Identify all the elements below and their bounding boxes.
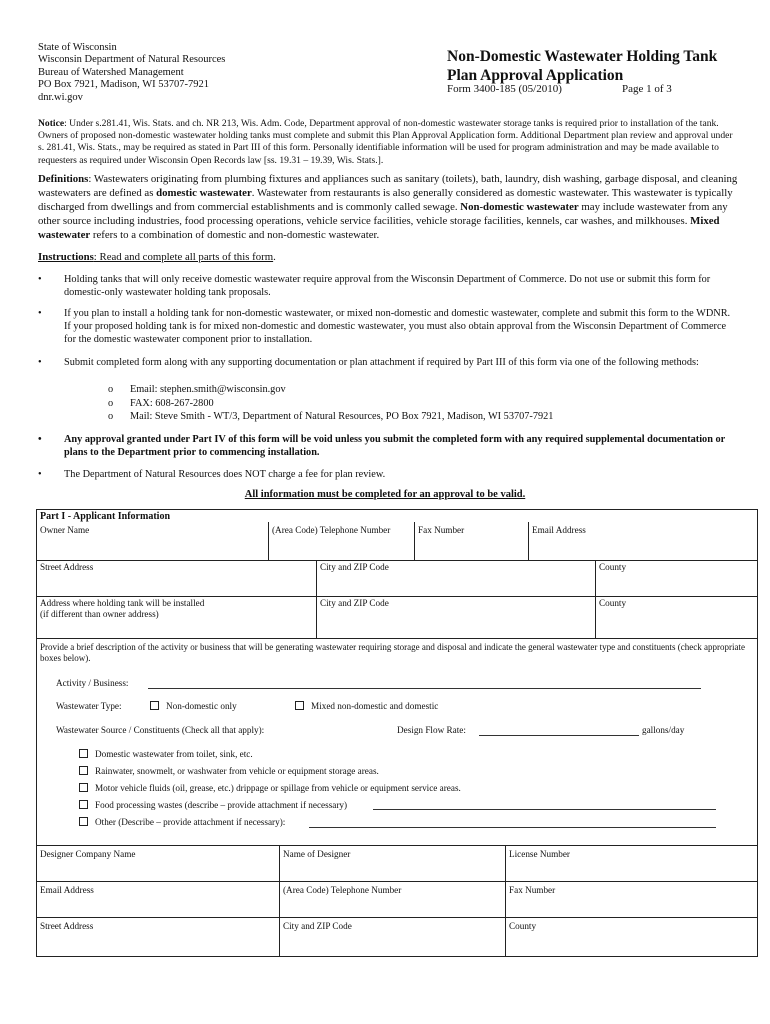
form-number: Form 3400-185 (05/2010) xyxy=(447,83,562,95)
method-mail xyxy=(108,411,553,422)
designer-fax-field[interactable]: Fax Number xyxy=(509,885,556,895)
term-non-domestic: Non-domestic wastewater xyxy=(460,201,579,214)
term-domestic: domestic wastewater xyxy=(156,187,252,200)
designer-license-field[interactable]: License Number xyxy=(509,849,570,859)
designer-company-field[interactable]: Designer Company Name xyxy=(40,849,136,859)
source-rainwater-label: Rainwater, snowmelt, or washwater from vehicle or equipment storage areas. xyxy=(95,766,379,776)
agency-line: PO Box 7921, Madison, WI 53707-7921 xyxy=(38,79,210,91)
instructions-period: . xyxy=(273,251,276,263)
activity-input[interactable] xyxy=(148,688,701,689)
divider xyxy=(505,845,506,957)
source-domestic-label: Domestic wastewater from toilet, sink, etc. xyxy=(95,749,253,759)
designer-phone-field[interactable]: (Area Code) Telephone Number xyxy=(283,885,402,895)
divider xyxy=(36,560,758,561)
designer-county-field[interactable]: County xyxy=(509,921,537,931)
definitions-text: : Wastewaters originating from plumbing fixtures and appliances such as sanitary (toilets), bath, laundry, dish washing, garbage disposal, and cleaning wastewaters are defined as xyxy=(38,173,738,200)
source-domestic-checkbox[interactable] xyxy=(79,749,88,758)
sub-bullet-icon: o xyxy=(108,384,114,395)
bullet-icon: • xyxy=(38,357,42,368)
notice-paragraph xyxy=(38,118,738,167)
instruction-bullet xyxy=(38,433,738,459)
divider xyxy=(36,881,758,882)
definitions-text: refers to a combination of domestic and non-domestic wastewater. xyxy=(90,229,380,242)
non-domestic-checkbox[interactable] xyxy=(150,701,159,710)
definitions-text: . Wastewater from restaurants is also generally considered as domestic wastewater. This wastewater is typically discharged from dwellings and from commercial establishments and is commonly called sewage. xyxy=(38,187,733,214)
instructions-label: Instructions xyxy=(38,251,94,263)
designer-email-field[interactable]: Email Address xyxy=(40,885,94,895)
source-food-processing-checkbox[interactable] xyxy=(79,800,88,809)
divider xyxy=(36,917,758,918)
owner-city-zip-field[interactable]: City and ZIP Code xyxy=(320,562,389,572)
divider xyxy=(595,560,596,638)
form-title-line1: Non-Domestic Wastewater Holding Tank xyxy=(447,48,718,65)
source-vehicle-fluids-checkbox[interactable] xyxy=(79,783,88,792)
design-flow-label: Design Flow Rate: xyxy=(397,725,466,735)
agency-line: State of Wisconsin xyxy=(38,42,117,53)
description-instructions: Provide a brief description of the activity or business that will be generating wastewater requiring storage and disposal and indicate the general wastewater type and constituents (check appropriate boxes below). xyxy=(40,642,746,663)
method-email xyxy=(108,384,286,395)
source-food-processing-label: Food processing wastes (describe – provide attachment if necessary) xyxy=(95,800,348,810)
divider xyxy=(36,845,758,846)
non-domestic-label: Non-domestic only xyxy=(166,701,237,711)
agency-line: dnr.wi.gov xyxy=(38,91,83,103)
term-mixed: Mixed wastewater xyxy=(38,215,720,242)
source-vehicle-fluids-label: Motor vehicle fluids (oil, grease, etc.) drippage or spillage from vehicle or equipment service areas. xyxy=(95,783,461,793)
owner-phone-field[interactable]: (Area Code) Telephone Number xyxy=(272,525,391,535)
bullet-text: The Department of Natural Resources does NOT charge a fee for plan review. xyxy=(64,469,386,480)
agency-block xyxy=(38,42,225,104)
agency-line: Bureau of Watershed Management xyxy=(38,66,184,78)
instruction-bullet xyxy=(38,273,738,299)
divider xyxy=(279,845,280,957)
source-rainwater-checkbox[interactable] xyxy=(79,766,88,775)
source-label: Wastewater Source / Constituents (Check all that apply): xyxy=(56,725,265,735)
other-source-input[interactable] xyxy=(309,827,716,828)
bullet-icon: • xyxy=(38,308,42,319)
agency-line: Wisconsin Department of Natural Resources xyxy=(38,54,226,66)
design-flow-input[interactable] xyxy=(479,735,639,736)
owner-street-field[interactable]: Street Address xyxy=(40,562,94,572)
food-processing-input[interactable] xyxy=(373,809,716,810)
definitions-paragraph xyxy=(38,172,738,242)
divider xyxy=(36,638,758,639)
form-title xyxy=(447,48,717,85)
instructions-text: : Read and complete all parts of this form xyxy=(93,251,274,263)
divider xyxy=(528,522,529,560)
owner-name-field[interactable]: Owner Name xyxy=(40,525,90,535)
instruction-bullet xyxy=(38,468,738,481)
instruction-bullet xyxy=(38,356,738,369)
divider xyxy=(316,560,317,638)
designer-street-field[interactable]: Street Address xyxy=(40,921,94,931)
bullet-icon: • xyxy=(38,434,42,445)
designer-name-field[interactable]: Name of Designer xyxy=(283,849,351,859)
method-text: Mail: Steve Smith - WT/3, Department of Natural Resources, PO Box 7921, Madison, WI 53707-7921 xyxy=(130,411,554,422)
bullet-text: Submit completed form along with any supporting documentation or plan attachment if required by Part III of this form via one of the following methods: xyxy=(64,357,699,368)
bullet-text: Any approval granted under Part IV of this form will be void unless you submit the completed form with any required supplemental documentation or plans to the Department prior to commencing installation. xyxy=(64,434,726,458)
mixed-label: Mixed non-domestic and domestic xyxy=(311,701,439,711)
page-number: Page 1 of 3 xyxy=(622,83,672,95)
form-title-line2: Plan Approval Application xyxy=(447,66,624,84)
bullet-icon: • xyxy=(38,469,42,480)
owner-email-field[interactable]: Email Address xyxy=(532,525,586,535)
divider xyxy=(268,522,269,560)
bullet-text: If you plan to install a holding tank for non-domestic wastewater, or mixed non-domestic and domestic wastewater, complete and submit this form to the WDNR. If your proposed holding tank is for mixed non-domestic and domestic wastewater, you must also obtain approval from the Wisconsin Department of Commerce for the domestic wastewater component prior to installation. xyxy=(64,308,731,345)
sub-bullet-icon: o xyxy=(108,411,114,422)
definitions-text: may include wastewater from any other source including industries, food processing operations, vehicle service facilities, vehicle storage facilities, kennels, car washes, and milkhouses. xyxy=(38,201,728,228)
definitions-label: Definitions xyxy=(38,173,89,185)
instruction-bullet xyxy=(38,307,738,346)
method-text: Email: stephen.smith@wisconsin.gov xyxy=(130,384,286,395)
install-address-note: (if different than owner address) xyxy=(40,609,159,619)
part1-title: Part I - Applicant Information xyxy=(40,511,170,522)
all-info-required xyxy=(0,489,770,500)
source-other-checkbox[interactable] xyxy=(79,817,88,826)
designer-city-zip-field[interactable]: City and ZIP Code xyxy=(283,921,352,931)
install-county-field[interactable]: County xyxy=(599,598,627,608)
owner-county-field[interactable]: County xyxy=(599,562,627,572)
source-other-label: Other (Describe – provide attachment if necessary): xyxy=(95,817,286,827)
method-fax xyxy=(108,398,214,409)
sub-bullet-icon: o xyxy=(108,398,114,409)
notice-label: Notice xyxy=(38,118,65,129)
install-city-zip-field[interactable]: City and ZIP Code xyxy=(320,598,389,608)
notice-text: : Under s.281.41, Wis. Stats. and ch. NR 213, Wis. Adm. Code, Department approval of non-domestic wastewater storage tanks is required prior to installation of the tank. Owners of proposed non-domestic wastewater holding tanks must complete and submit this Plan Approval Application form. Additional Department plan review and approval under s. 281.41, Wis. Stats., may be required as stated in Part III of this form. Personally identifiable information will be used for program administration and may be made available to requesters as required under Wisconsin Open Records law [ss. 19.31 – 19.39, Wis. Stats.]. xyxy=(38,118,733,166)
mixed-checkbox[interactable] xyxy=(295,701,304,710)
wastewater-type-label: Wastewater Type: xyxy=(56,701,122,711)
activity-label: Activity / Business: xyxy=(56,678,129,688)
all-info-text: All information must be completed for an approval to be valid. xyxy=(244,489,526,500)
install-address-field[interactable] xyxy=(40,598,204,620)
instructions-heading xyxy=(38,251,276,263)
design-flow-unit: gallons/day xyxy=(642,725,685,735)
method-text: FAX: 608-267-2800 xyxy=(130,398,214,409)
divider xyxy=(414,522,415,560)
bullet-icon: • xyxy=(38,274,42,285)
install-address-label: Address where holding tank will be installed xyxy=(40,598,205,608)
bullet-text: Holding tanks that will only receive domestic wastewater require approval from the Wisconsin Department of Commerce. Do not use or submit this form for domestic-only wastewater holding tank proposals. xyxy=(64,274,711,298)
owner-fax-field[interactable]: Fax Number xyxy=(418,525,465,535)
divider xyxy=(36,596,758,597)
